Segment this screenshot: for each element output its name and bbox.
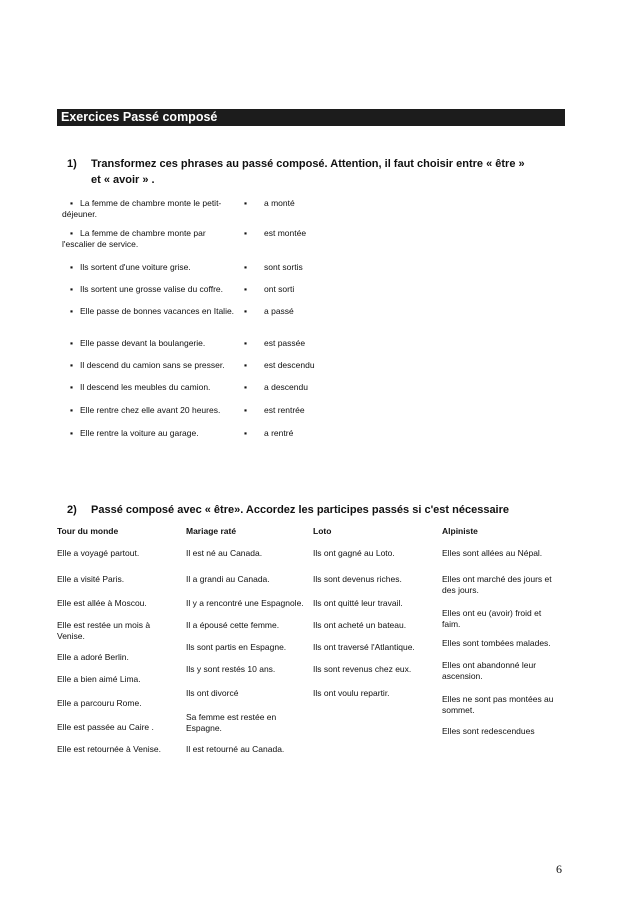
sentence-item bbox=[62, 284, 237, 295]
column-header: Loto bbox=[313, 526, 332, 536]
column-header: Tour du monde bbox=[57, 526, 119, 536]
answer-item bbox=[240, 428, 293, 439]
bullet-icon: ▪ bbox=[244, 382, 248, 392]
bullet-icon: ▪ bbox=[70, 428, 74, 438]
answer-item bbox=[240, 284, 294, 295]
list-item: Ils sont revenus chez eux. bbox=[313, 664, 412, 674]
bullet-icon: ▪ bbox=[244, 428, 248, 438]
sentence-text: La femme de chambre monte par l'escalier de service. bbox=[62, 228, 206, 249]
column-header: Alpiniste bbox=[442, 526, 478, 536]
answer-text: a passé bbox=[264, 306, 294, 316]
list-item: Ils ont gagné au Loto. bbox=[313, 548, 395, 558]
exercise-2-instruction: Passé composé avec « être». Accordez les participes passés si c'est nécessaire bbox=[91, 504, 510, 516]
list-item: Ils sont partis en Espagne. bbox=[186, 642, 287, 652]
sentence-text: Il descend les meubles du camion. bbox=[80, 382, 211, 392]
list-item: Il y a rencontré une Espagnole. bbox=[186, 598, 304, 608]
list-item: Elles ne sont pas montées au sommet. bbox=[442, 694, 554, 715]
sentence-item bbox=[62, 338, 237, 349]
exercise-2-heading bbox=[67, 502, 547, 518]
list-item: Ils ont quitté leur travail. bbox=[313, 598, 403, 608]
list-item: Elle est passée au Caire . bbox=[57, 722, 154, 732]
sentence-text: Elle passe de bonnes vacances en Italie. bbox=[80, 306, 235, 316]
bullet-icon: ▪ bbox=[244, 338, 248, 348]
list-item: Elle est restée un mois à Venise. bbox=[57, 620, 151, 641]
list-item: Elles sont redescendues bbox=[442, 726, 535, 736]
list-item: Elle est retournée à Venise. bbox=[57, 744, 161, 754]
list-item: Il a épousé cette femme. bbox=[186, 620, 280, 630]
sentence-text: Elle rentre la voiture au garage. bbox=[80, 428, 199, 438]
exercise-1-instruction: Transformez ces phrases au passé composé. Attention, il faut choisir entre « être » et « avoir » . bbox=[91, 158, 525, 186]
list-item: Elles sont tombées malades. bbox=[442, 638, 551, 648]
list-item: Il a grandi au Canada. bbox=[186, 574, 270, 584]
bullet-icon: ▪ bbox=[70, 306, 74, 316]
list-item: Ils ont traversé l'Atlantique. bbox=[313, 642, 415, 652]
answer-text: ont sorti bbox=[264, 284, 295, 294]
answer-text: a rentré bbox=[264, 428, 294, 438]
exercise-1-heading bbox=[67, 156, 547, 190]
list-item: Ils ont divorcé bbox=[186, 688, 239, 698]
sentence-item bbox=[62, 306, 237, 317]
answer-text: sont sortis bbox=[264, 262, 303, 272]
bullet-icon: ▪ bbox=[70, 360, 74, 370]
bullet-icon: ▪ bbox=[244, 405, 248, 415]
bullet-icon: ▪ bbox=[70, 338, 74, 348]
answer-item bbox=[240, 228, 306, 239]
answer-text: est montée bbox=[264, 228, 307, 238]
sentence-item bbox=[62, 360, 237, 371]
page-number: 6 bbox=[556, 862, 562, 876]
answer-item bbox=[240, 198, 295, 209]
bullet-icon: ▪ bbox=[244, 360, 248, 370]
answer-item bbox=[240, 382, 308, 393]
answer-text: a descendu bbox=[264, 382, 308, 392]
answer-text: a monté bbox=[264, 198, 295, 208]
sentence-item bbox=[62, 228, 237, 250]
answer-text: est passée bbox=[264, 338, 306, 348]
answer-item bbox=[240, 338, 305, 349]
sentence-text: La femme de chambre monte le petit-déjeuner. bbox=[62, 198, 222, 219]
sentence-item bbox=[62, 262, 237, 273]
list-item: Elle a bien aimé Lima. bbox=[57, 674, 141, 684]
sentence-text: Ils sortent une grosse valise du coffre. bbox=[80, 284, 224, 294]
list-item: Ils sont devenus riches. bbox=[313, 574, 402, 584]
exercise-2-number: 2) bbox=[67, 504, 77, 516]
sentence-item bbox=[62, 382, 237, 393]
answer-item bbox=[240, 262, 303, 273]
bullet-icon: ▪ bbox=[70, 405, 74, 415]
list-item: Elle a visité Paris. bbox=[57, 574, 125, 584]
list-item: Ils y sont restés 10 ans. bbox=[186, 664, 276, 674]
list-item: Elle est allée à Moscou. bbox=[57, 598, 147, 608]
list-item: Elles ont marché des jours et des jours. bbox=[442, 574, 552, 595]
list-item: Ils ont voulu repartir. bbox=[313, 688, 390, 698]
list-item: Elle a voyagé partout. bbox=[57, 548, 140, 558]
bullet-icon: ▪ bbox=[244, 284, 248, 294]
answer-text: est rentrée bbox=[264, 405, 305, 415]
list-item: Elles ont abandonné leur ascension. bbox=[442, 660, 537, 681]
list-item: Elle a parcouru Rome. bbox=[57, 698, 142, 708]
list-item: Elles sont allées au Népal. bbox=[442, 548, 543, 558]
list-item: Elle a adoré Berlin. bbox=[57, 652, 129, 662]
list-item: Elles ont eu (avoir) froid et faim. bbox=[442, 608, 542, 629]
sentence-text: Ils sortent d'une voiture grise. bbox=[80, 262, 191, 272]
sentence-item bbox=[62, 405, 237, 416]
list-item: Sa femme est restée en Espagne. bbox=[186, 712, 277, 733]
sentence-text: Elle passe devant la boulangerie. bbox=[80, 338, 206, 348]
sentence-item bbox=[62, 198, 237, 220]
bullet-icon: ▪ bbox=[244, 306, 248, 316]
bullet-icon: ▪ bbox=[244, 262, 248, 272]
sentence-item bbox=[62, 428, 237, 439]
sentence-text: Elle rentre chez elle avant 20 heures. bbox=[80, 405, 221, 415]
list-item: Il est né au Canada. bbox=[186, 548, 263, 558]
exercise-1-number: 1) bbox=[67, 158, 77, 170]
bullet-icon: ▪ bbox=[70, 228, 74, 238]
answer-item bbox=[240, 360, 315, 371]
bullet-icon: ▪ bbox=[244, 228, 248, 238]
answer-text: est descendu bbox=[264, 360, 315, 370]
column-header: Mariage raté bbox=[186, 526, 237, 536]
bullet-icon: ▪ bbox=[70, 262, 74, 272]
list-item: Il est retourné au Canada. bbox=[186, 744, 285, 754]
sentence-text: Il descend du camion sans se presser. bbox=[80, 360, 225, 370]
bullet-icon: ▪ bbox=[70, 198, 74, 208]
bullet-icon: ▪ bbox=[70, 284, 74, 294]
answer-item bbox=[240, 405, 305, 416]
list-item: Ils ont acheté un bateau. bbox=[313, 620, 407, 630]
answer-item bbox=[240, 306, 294, 317]
section-title: Exercices Passé composé bbox=[57, 109, 565, 126]
bullet-icon: ▪ bbox=[244, 198, 248, 208]
bullet-icon: ▪ bbox=[70, 382, 74, 392]
